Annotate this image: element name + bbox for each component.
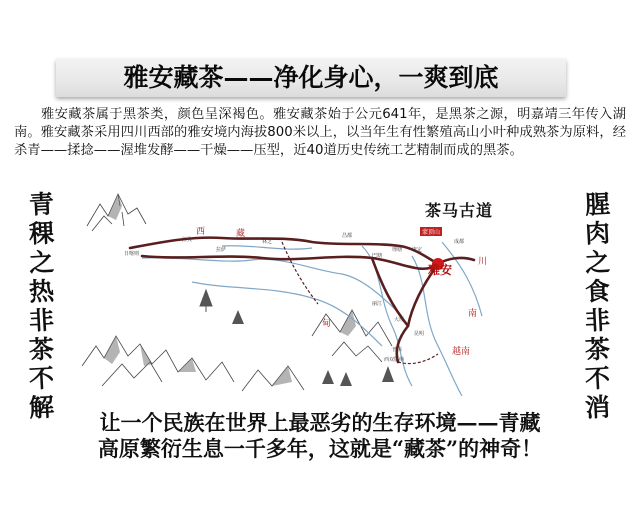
left-slogan-char: 解 <box>28 392 56 423</box>
region-label: 川 <box>478 257 488 267</box>
place-label: 江孜 <box>182 237 193 243</box>
place-label: 普洱 <box>392 347 403 353</box>
mountain-shading <box>104 194 356 386</box>
right-slogan-char: 之 <box>584 247 612 278</box>
left-slogan-char: 稞 <box>28 218 56 249</box>
right-slogan-char: 非 <box>584 305 612 336</box>
place-label: 大理 <box>394 317 405 323</box>
place-label: 林芝 <box>262 239 273 245</box>
left-slogan <box>22 190 62 422</box>
place-label: 成都 <box>454 239 465 245</box>
intro-paragraph: 雅安藏茶属于黑茶类，颜色呈深褐色。雅安藏茶始于公元641年，是黑茶之源，明嘉靖三年传入湖南。雅安藏茶采用四川西部的雅安境内海拔800米以上，以当年生有性繁殖高山小叶种成熟茶为原料，经杀青——揉捻——渥堆发酵——干燥——压型，近40道历史传统工艺精制而成的黑茶。 <box>14 107 626 158</box>
place-label: 理塘 <box>392 247 403 253</box>
closing-line-2: 高原繁衍生息一千多年，这就是“藏茶”的神奇！ <box>97 436 543 461</box>
right-slogan-char: 肉 <box>584 218 612 249</box>
place-label: 日喀则 <box>124 251 140 257</box>
page-title: 雅安藏茶——净化身心，一爽到底 <box>123 63 499 92</box>
place-label: 巴塘 <box>372 253 383 259</box>
left-slogan-char: 热 <box>28 276 56 307</box>
region-label: 越南 <box>452 347 471 357</box>
place-label: 康定 <box>412 247 423 253</box>
place-label: 西双版纳 <box>384 357 405 363</box>
trade-routes <box>130 238 474 362</box>
left-slogan-char: 青 <box>28 189 56 220</box>
right-slogan-char: 茶 <box>584 334 612 365</box>
ya-an-label: 雅安 <box>428 263 453 277</box>
right-slogan-char: 不 <box>584 363 612 394</box>
closing-line-1: 让一个民族在世界上最恶劣的生存环境——青藏 <box>99 410 541 435</box>
place-label: 拉萨 <box>216 247 227 253</box>
mountain-illustration <box>82 194 392 391</box>
right-slogan-char: 消 <box>584 392 612 423</box>
region-label: 南 <box>468 309 478 319</box>
region-label: 西 <box>196 227 206 237</box>
right-slogan <box>578 190 618 422</box>
left-slogan-char: 非 <box>28 305 56 336</box>
right-slogan-char: 食 <box>584 276 612 307</box>
region-label: 甸 <box>322 319 332 329</box>
left-slogan-char: 不 <box>28 363 56 394</box>
mengding-label: 蒙顶山 <box>422 229 441 236</box>
map-title: 茶马古道 <box>425 201 494 220</box>
right-slogan-char: 腥 <box>584 189 612 220</box>
left-slogan-char: 茶 <box>28 334 56 365</box>
tree-illustration <box>200 290 394 386</box>
region-label: 藏 <box>236 229 246 239</box>
place-label: 丽江 <box>372 301 383 307</box>
left-slogan-char: 之 <box>28 247 56 278</box>
place-label: 昆明 <box>414 331 425 337</box>
place-label: 昌都 <box>342 233 353 239</box>
